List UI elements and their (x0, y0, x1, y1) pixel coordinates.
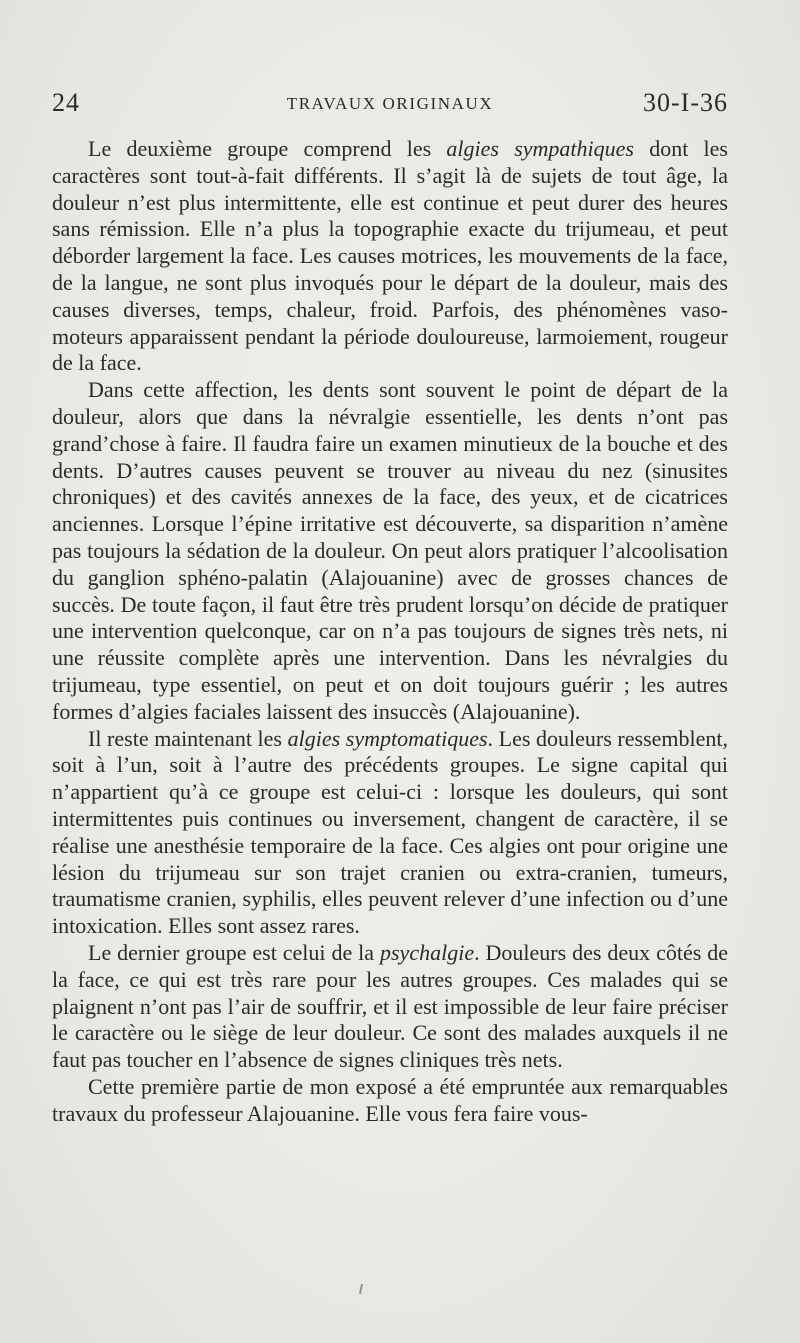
paragraph-algies-sympathiques (52, 136, 728, 377)
paragraph-text: . Douleurs des deux côtés de la face, ce qui est très rare pour les autres groupes. Ces malades qui se plaignent n’ont pas l’air de souffrir, et il est impossible de leur faire préciser le caractère ou le siège de leur douleur. Ce sont des malades auxquels il ne faut pas toucher en l’absence de signes cliniques très nets. (52, 939, 728, 1073)
paragraph-text: dont les caractères sont tout-à-fait différents. Il s’agit là de sujets de tout âge, la douleur n’est plus intermittente, elle est continue et peut durer des heures sans rémission. Elle n’a plus la topographie exacte du trijumeau, et peut déborder largement la face. Les causes motrices, les mouvements de la face, de la langue, ne sont plus invoqués pour le départ de la douleur, mais des causes diverses, temps, chaleur, froid. Parfois, des phénomènes vaso-moteurs apparaissent pendant la période douloureuse, larmoiement, rougeur de la face. (52, 136, 728, 376)
page-number: 24 (52, 88, 80, 117)
term-italic: algies sympathiques (446, 136, 634, 161)
paragraph-text: Cette première partie de mon exposé a été empruntée aux remarquables travaux du professeur Alajouanine. Elle vous fera faire vous- (52, 1073, 728, 1126)
running-title: TRAVAUX ORIGINAUX (286, 94, 494, 113)
paragraph-text: Dans cette affection, les dents sont souvent le point de départ de la douleur, alors que dans la névralgie essentielle, les dents n’ont pas grand’chose à faire. Il faudra faire un examen minutieux de la bouche et des dents. D’autres causes peuvent se trouver au niveau du nez (sinusites chroniques) et des cavités annexes de la face, des yeux, et de cicatrices anciennes. Lorsque l’épine irritative est découverte, sa disparition n’amène pas toujours la sédation de la douleur. On peut alors pratiquer l’alcoolisation du ganglion sphéno-palatin (Alajouanine) avec de grosses chances de succès. De toute façon, il faut être très prudent lorsqu’on décide de pratiquer une intervention quelconque, car on n’a pas toujours de signes très nets, ni une réussite complète après une intervention. Dans les névralgies du trijumeau, type essentiel, on peut et on doit toujours guérir ; les autres formes d’algies faciales laissent des insuccès (Alajouanine). (52, 377, 728, 724)
paragraph-psychalgie (52, 940, 728, 1074)
paragraph-text: Le dernier groupe est celui de la (88, 939, 380, 965)
paper-speck (359, 1284, 363, 1294)
paragraph-text: Le deuxième groupe comprend les (88, 136, 447, 161)
paragraph-text: Il reste maintenant les (88, 725, 288, 751)
term-italic: algies symptomatiques (287, 725, 488, 751)
page-header (52, 88, 728, 124)
term-italic: psychalgie (380, 939, 475, 965)
paragraph-text: . Les douleurs ressemblent, soit à l’un, soit à l’autre des précédents groupes. Le signe capital qui n’appartient qu’à ce groupe est celui-ci : lorsque les douleurs, qui sont intermittentes puis continues ou inversement, changent de caractère, il se réalise une anesthésie temporaire de la face. Ces algies ont pour origine une lésion du trijumeau sur son trajet cranien ou extra-cranien, tumeurs, traumatisme cranien, syphilis, elles peuvent relever d’une infection ou d’une intoxication. Elles sont assez rares. (52, 725, 728, 939)
issue-date: 30-I-36 (643, 88, 728, 117)
article-body (52, 136, 728, 1127)
paragraph-dents (52, 377, 728, 725)
paragraph-algies-symptomatiques (52, 726, 728, 940)
paragraph-conclusion (52, 1074, 728, 1128)
